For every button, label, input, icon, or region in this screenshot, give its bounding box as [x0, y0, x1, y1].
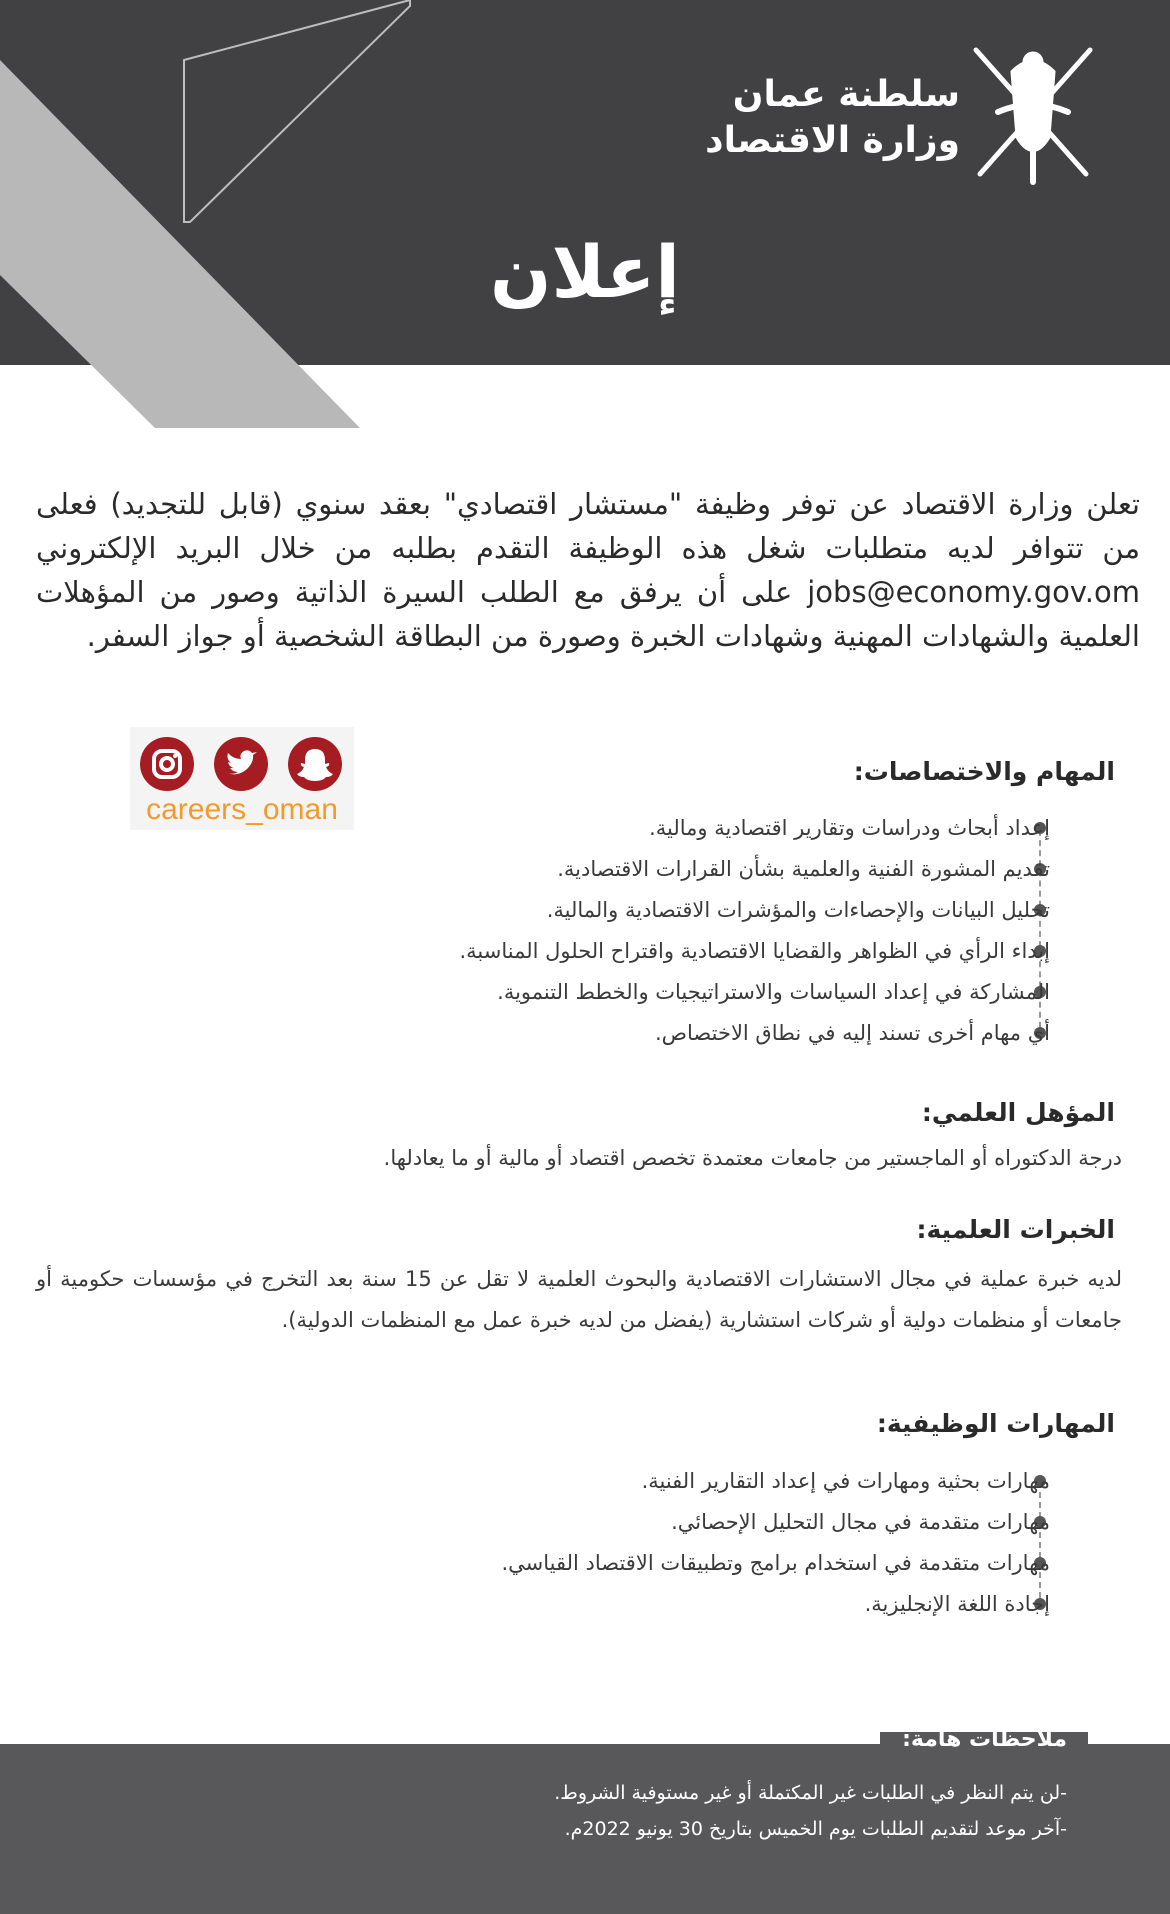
intro-paragraph: تعلن وزارة الاقتصاد عن توفر وظيفة "مستشار اقتصادي" بعقد سنوي (قابل للتجديد) فعلى من تتوافر لديه متطلبات شغل هذه الوظيفة التقدم بطلبه من خلال البريد الإلكتروني jobs@economy.gov.om على أن يرفق مع الطلب السيرة الذاتية وصور من المؤهلات العلمية والشهادات المهنية وشهادات الخبرة وصورة من البطاقة الشخصية أو جواز السفر.	[36, 487, 1140, 653]
skill-item: إجادة اللغة الإنجليزية.	[864, 1592, 1050, 1616]
tasks-title: المهام والاختصاصات:	[853, 757, 1115, 786]
qualification-text: درجة الدكتوراه أو الماجستير من جامعات معتمدة تخصص اقتصاد أو مالية أو ما يعادلها.	[383, 1146, 1122, 1170]
qualification-title: المؤهل العلمي:	[921, 1098, 1115, 1127]
social-media-box	[130, 727, 354, 830]
skill-item: مهارات متقدمة في مجال التحليل الإحصائي.	[671, 1510, 1050, 1534]
task-item: المشاركة في إعداد السياسات والاستراتيجيات والخطط التنموية.	[497, 980, 1050, 1004]
skills-title: المهارات الوظيفية:	[876, 1409, 1115, 1438]
org-country: سلطنة عمان	[732, 74, 960, 115]
task-item: إعداد أبحاث ودراسات وتقارير اقتصادية ومالية.	[649, 816, 1050, 840]
org-ministry: وزارة الاقتصاد	[705, 120, 960, 161]
skill-item: مهارات متقدمة في استخدام برامج وتطبيقات الاقتصاد القياسي.	[501, 1551, 1050, 1575]
snapchat-icon[interactable]	[288, 737, 342, 791]
skills-list	[501, 1461, 1050, 1625]
tasks-list	[459, 808, 1050, 1054]
instagram-icon[interactable]	[140, 737, 194, 791]
header-banner	[0, 0, 1170, 365]
experience-text: لديه خبرة عملية في مجال الاستشارات الاقتصادية والبحوث العلمية لا تقل عن 15 سنة بعد التخرج في مؤسسات حكومية أو جامعات أو منظمات دولية أو شركات استشارية (يفضل من لديه خبرة عمل مع المنظمات الدولية).	[36, 1267, 1122, 1332]
experience-title: الخبرات العلمية:	[916, 1215, 1115, 1244]
task-item: إبداء الرأي في الظواهر والقضايا الاقتصادية واقتراح الحلول المناسبة.	[459, 939, 1050, 963]
task-item: أي مهام أخرى تسند إليه في نطاق الاختصاص.	[654, 1021, 1050, 1045]
organization-name	[705, 72, 960, 164]
task-item: تقديم المشورة الفنية والعلمية بشأن القرارات الاقتصادية.	[557, 857, 1050, 881]
task-item: تحليل البيانات والإحصاءات والمؤشرات الاقتصادية والمالية.	[546, 898, 1050, 922]
page-title: إعلان	[490, 230, 680, 314]
note-item: -آخر موعد لتقديم الطلبات يوم الخميس بتاريخ 30 يونيو 2022م.	[564, 1818, 1067, 1840]
social-handle[interactable]: careers_oman	[146, 793, 338, 826]
oman-emblem-icon	[968, 42, 1098, 192]
note-item: -لن يتم النظر في الطلبات غير المكتملة أو غير مستوفية الشروط.	[554, 1782, 1067, 1804]
twitter-icon[interactable]	[214, 737, 268, 791]
notes-title: ملاحظات هامة:	[902, 1727, 1067, 1752]
skill-item: مهارات بحثية ومهارات في إعداد التقارير الفنية.	[641, 1469, 1050, 1493]
